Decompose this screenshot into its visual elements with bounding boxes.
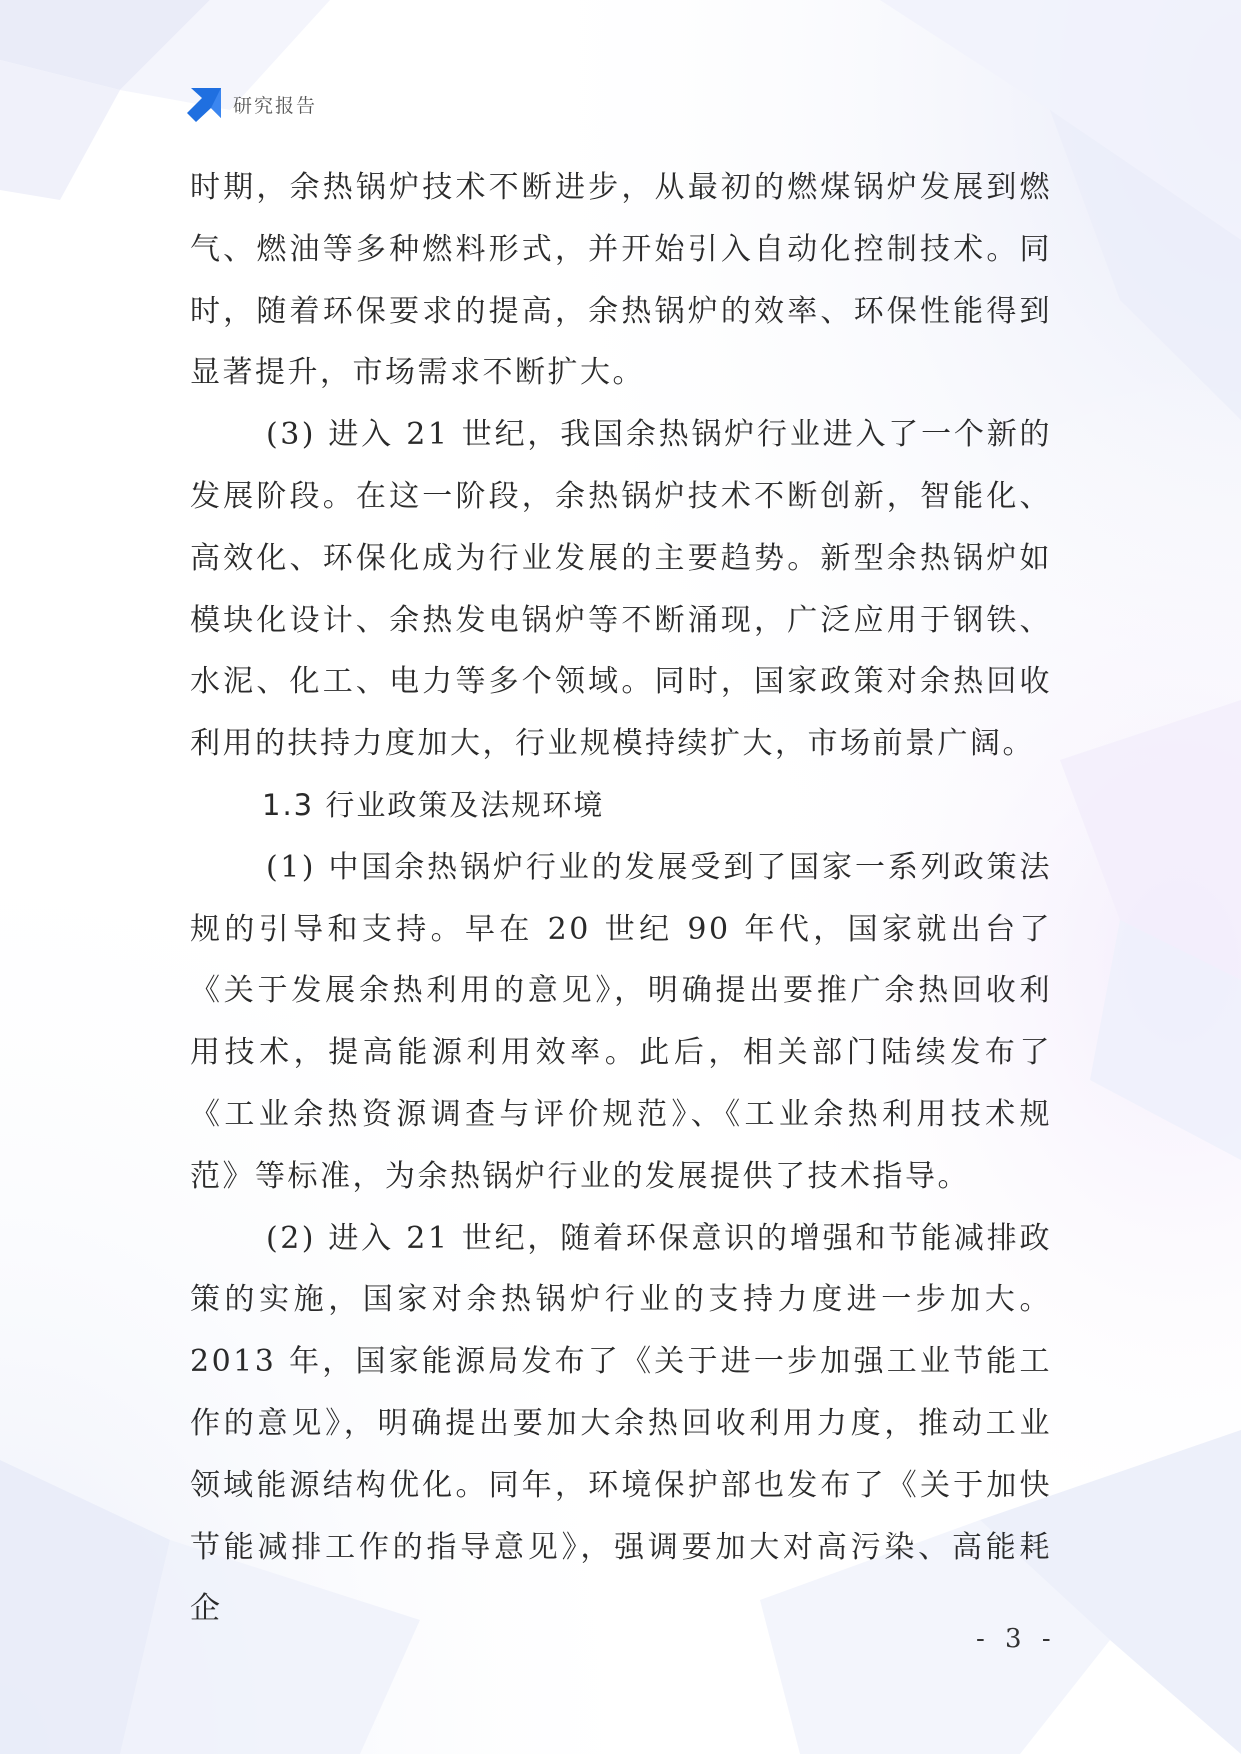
- paragraph: 时期，余热锅炉技术不断进步，从最初的燃煤锅炉发展到燃气、燃油等多种燃料形式，并开始引入自动化控制技术。同时，随着环保要求的提高，余热锅炉的效率、环保性能得到显著提升，市场需求不断扩大。: [190, 170, 1052, 391]
- report-header: [187, 86, 317, 122]
- page-number: - 3 -: [976, 1624, 1057, 1654]
- document-body: [190, 157, 1052, 1640]
- paragraph: (2) 进入 21 世纪，随着环保意识的增强和节能减排政策的实施，国家对余热锅炉行业的支持力度进一步加大。2013 年，国家能源局发布了《关于进一步加强工业节能工作的意见》，明确提出要加大余热回收利用力度，推动工业领域能源结构优化。同年，环境保护部也发布了《关于加快节能减排工作的指导意见》，强调要加大对高污染、高能耗企: [190, 1220, 1052, 1627]
- header-label: 研究报告: [233, 94, 318, 117]
- paragraph: (3) 进入 21 世纪，我国余热锅炉行业进入了一个新的发展阶段。在这一阶段，余热锅炉技术不断创新，智能化、高效化、环保化成为行业发展的主要趋势。新型余热锅炉如模块化设计、余热发电锅炉等不断涌现，广泛应用于钢铁、水泥、化工、电力等多个领域。同时，国家政策对余热回收利用的扶持力度加大，行业规模持续扩大，市场前景广阔。: [190, 417, 1052, 762]
- arrow-up-right-icon: [187, 86, 223, 122]
- section-heading: 1.3 行业政策及法规环境: [262, 787, 605, 822]
- paragraph: (1) 中国余热锅炉行业的发展受到了国家一系列政策法规的引导和支持。早在 20 世纪 90 年代，国家就出台了《关于发展余热利用的意见》，明确提出要推广余热回收利用技术，提高能源利用效率。此后，相关部门陆续发布了《工业余热资源调查与评价规范》、《工业余热利用技术规范》等标准，为余热锅炉行业的发展提供了技术指导。: [190, 849, 1052, 1194]
